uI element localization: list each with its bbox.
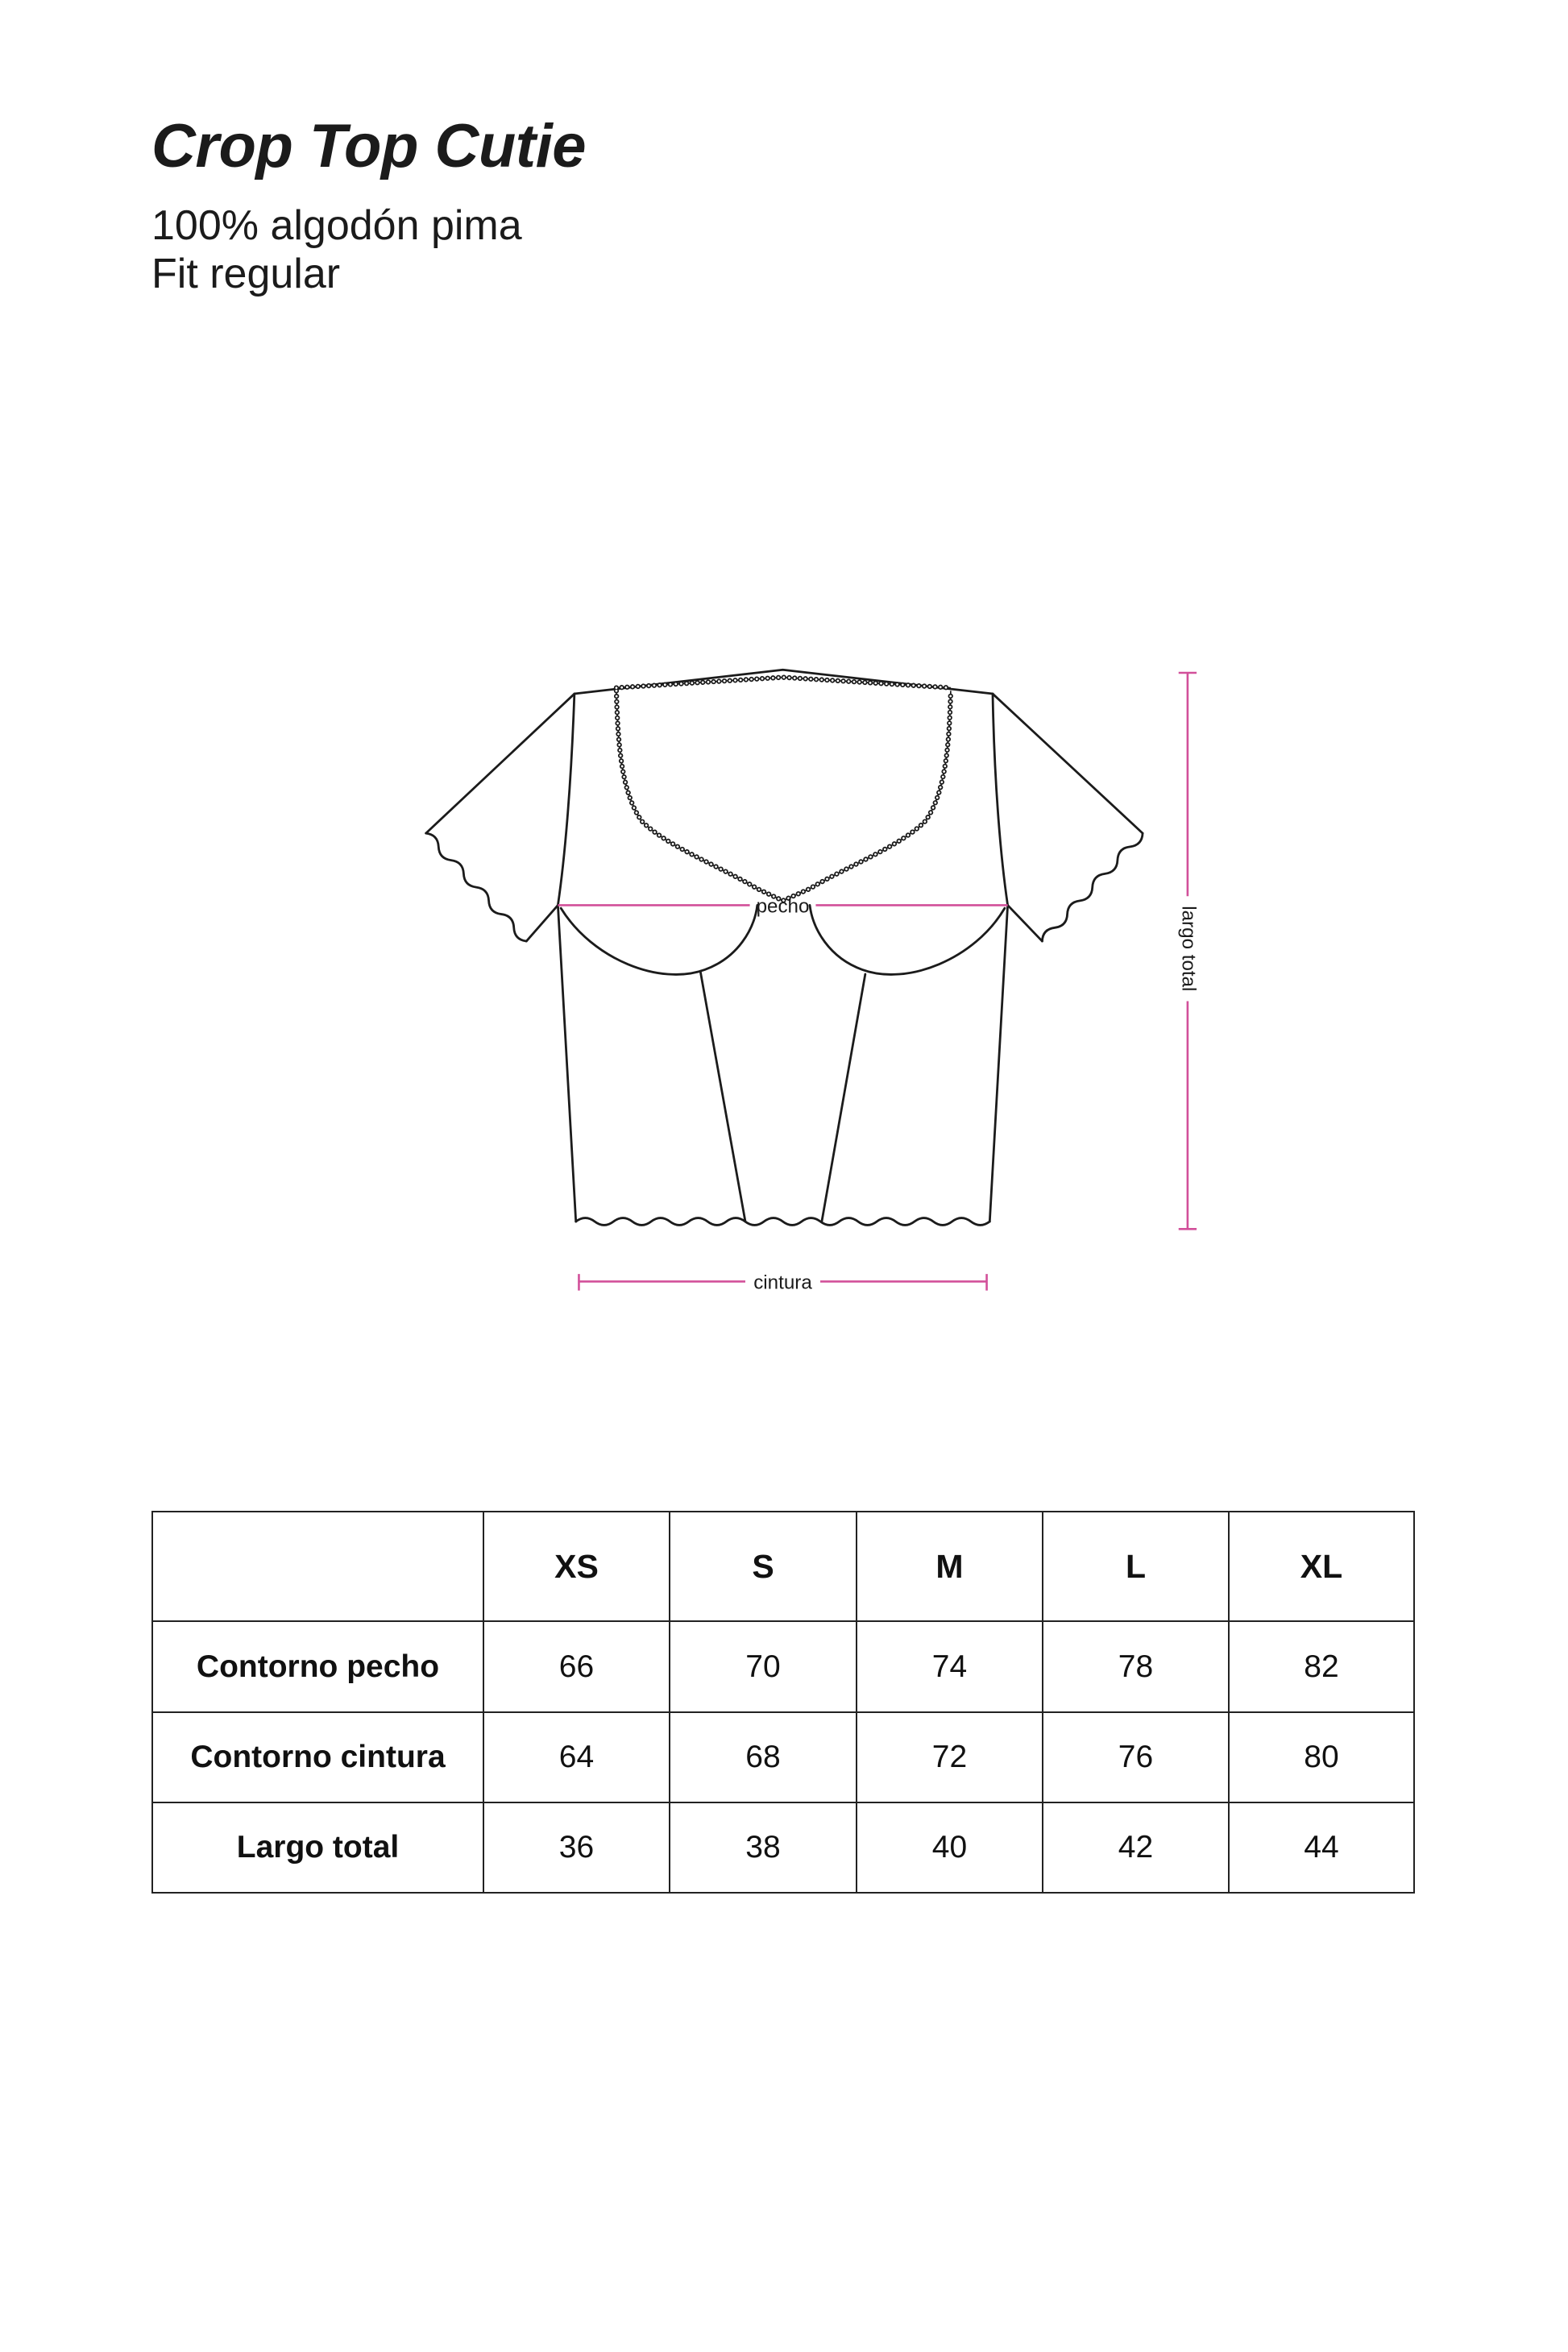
table-cell: 82 xyxy=(1229,1621,1414,1712)
size-header-s: S xyxy=(670,1512,857,1621)
right-sleeve-under xyxy=(1008,905,1043,941)
size-header-xs: XS xyxy=(483,1512,670,1621)
right-sleeve-hem xyxy=(1042,833,1143,941)
left-side-seam xyxy=(558,905,575,1222)
right-side-seam xyxy=(989,905,1007,1222)
table-cell: 78 xyxy=(1043,1621,1229,1712)
table-header-row xyxy=(152,1512,1414,1621)
material-text: 100% algodón pima xyxy=(151,202,522,249)
length-label: largo total xyxy=(1177,906,1200,992)
table-cell: 80 xyxy=(1229,1712,1414,1802)
size-header-m: M xyxy=(857,1512,1043,1621)
chest-measure xyxy=(558,896,1007,918)
left-sleeve-outer xyxy=(426,694,575,833)
bottom-hem xyxy=(576,1218,990,1226)
left-princess-seam xyxy=(700,971,745,1222)
table-cell: 70 xyxy=(670,1621,857,1712)
table-cell: 40 xyxy=(857,1802,1043,1893)
left-cup-seam xyxy=(561,905,757,974)
garment-diagram xyxy=(390,629,1230,1319)
right-sleeve-outer xyxy=(993,694,1143,833)
row-label-chest: Contorno pecho xyxy=(152,1621,483,1712)
length-measure xyxy=(1178,673,1200,1229)
table-cell: 64 xyxy=(483,1712,670,1802)
table-cell: 36 xyxy=(483,1802,670,1893)
row-label-waist: Contorno cintura xyxy=(152,1712,483,1802)
lace-trim-outer xyxy=(616,678,951,901)
table-cell: 68 xyxy=(670,1712,857,1802)
neck-top-edge xyxy=(575,670,993,694)
table-cell: 74 xyxy=(857,1621,1043,1712)
left-sleeve-under xyxy=(526,905,558,941)
right-princess-seam xyxy=(822,974,865,1222)
chest-label: pecho xyxy=(756,895,810,918)
row-label-length: Largo total xyxy=(152,1802,483,1893)
right-cup-seam xyxy=(810,905,1005,974)
table-corner-cell xyxy=(152,1512,483,1621)
size-header-l: L xyxy=(1043,1512,1229,1621)
garment-outline xyxy=(426,670,1143,1225)
fit-text: Fit regular xyxy=(151,251,341,297)
product-details xyxy=(151,201,522,298)
table-row xyxy=(152,1621,1414,1712)
lace-trim-inner xyxy=(616,678,951,901)
table-cell: 42 xyxy=(1043,1802,1229,1893)
product-title: Crop Top Cutie xyxy=(151,112,586,180)
lace-neckline-base xyxy=(616,678,951,901)
table-cell: 72 xyxy=(857,1712,1043,1802)
lace-neckline xyxy=(616,678,951,901)
table-cell: 38 xyxy=(670,1802,857,1893)
size-table xyxy=(151,1511,1415,1894)
table-cell: 66 xyxy=(483,1621,670,1712)
waist-measure xyxy=(579,1272,986,1294)
right-armhole xyxy=(993,694,1008,905)
table-row xyxy=(152,1802,1414,1893)
left-armhole xyxy=(558,694,574,905)
left-sleeve-hem xyxy=(426,833,527,941)
waist-label: cintura xyxy=(753,1271,812,1294)
table-cell: 76 xyxy=(1043,1712,1229,1802)
size-header-xl: XL xyxy=(1229,1512,1414,1621)
table-row xyxy=(152,1712,1414,1802)
table-cell: 44 xyxy=(1229,1802,1414,1893)
